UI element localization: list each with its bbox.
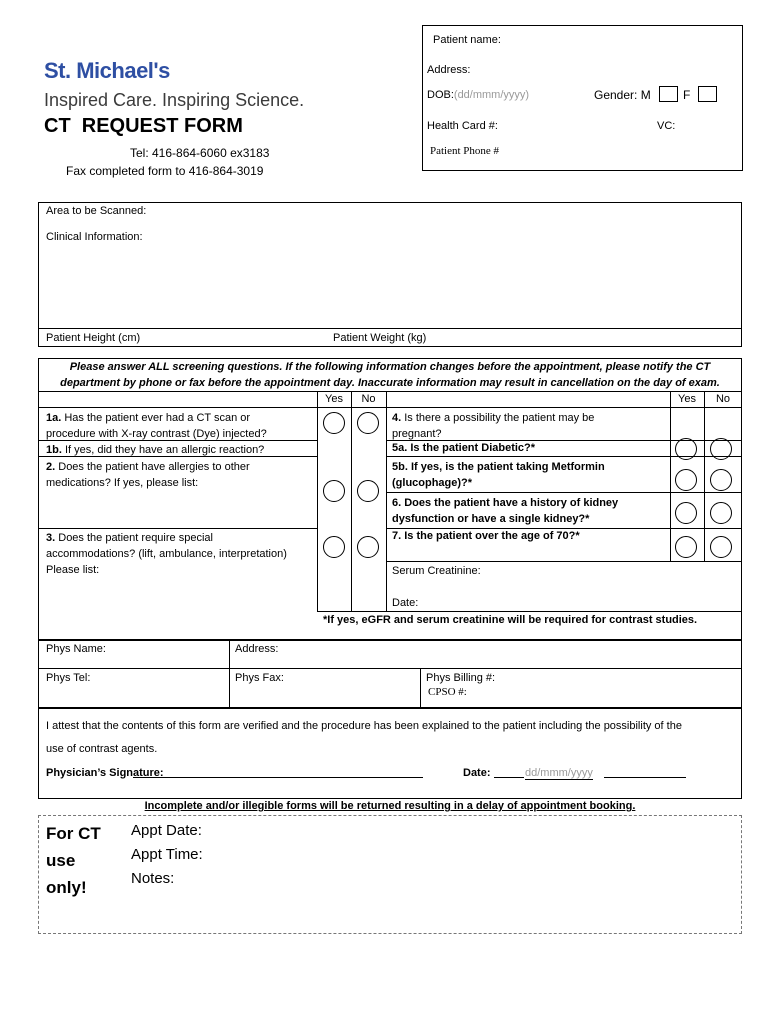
attest-text-1: I attest that the contents of this form are verified and the procedure has been explained to the patient including the possibility of the [46,720,682,732]
ct-use-3: only! [46,878,87,897]
address-label: Address: [427,64,471,76]
serum-creatinine-label: Serum Creatinine: [392,565,481,577]
q1a-text-2: procedure with X-ray contrast (Dye) injected? [46,428,267,440]
phys-address-field[interactable] [285,641,735,657]
ct-use-only-label [46,820,101,901]
sign-date-input[interactable]: dd/mmm/yyyy [525,767,593,779]
q7-yes-radio[interactable] [675,536,697,558]
q6 [392,495,618,527]
dob-input[interactable]: (dd/mmm/yyyy) [453,89,530,101]
attest-text-2: use of contrast agents. [46,743,158,755]
q6-text-1: 6. Does the patient have a history of kidney [392,497,619,509]
gender-f-label: F [683,88,691,102]
patient-phone-field[interactable] [515,143,735,159]
fax-text: Fax completed form to 416-864-3019 [66,164,264,178]
q5b-text-1: 5b. If yes, is the patient taking Metformin [392,461,605,473]
health-card-field[interactable] [505,118,645,134]
signature-line[interactable] [133,767,423,778]
q6-text-2: dysfunction or have a single kidney?* [392,513,590,525]
appt-time-field[interactable] [215,844,735,864]
logo: St. Michael's [44,58,170,83]
ct-use-1: For CT [46,824,101,843]
patient-name-field[interactable] [505,32,735,48]
sign-date-label: Date: [463,767,491,779]
health-card-label: Health Card #: [427,120,498,132]
area-scanned-field[interactable] [155,204,735,220]
phys-billing-label: Phys Billing #: [426,672,496,684]
q3-num: 3. [46,532,56,544]
q3-list-field[interactable] [46,578,311,608]
phys-fax-label: Phys Fax: [235,672,284,684]
q3-text-2: accommodations? (lift, ambulance, interpretation) [46,548,287,560]
phys-tel-label: Phys Tel: [46,672,91,684]
q1a-num: 1a. [46,412,62,424]
q5a-text: 5a. Is the patient Diabetic?* [392,442,536,454]
right-no-header: No [715,393,731,405]
clinical-info-label: Clinical Information: [46,231,143,243]
left-no-header: No [361,393,376,405]
q6-no-radio[interactable] [710,502,732,524]
incomplete-warning: Incomplete and/or illegible forms will be returned resulting in a delay of appointment booking. [144,800,636,812]
height-label: Patient Height (cm) [46,332,141,344]
phys-billing-field[interactable] [505,670,735,684]
q5b-text-2: (glucophage)?* [392,477,473,489]
phys-name-field[interactable] [110,641,225,657]
q2-text-2: medications? If yes, please list: [46,477,199,489]
q6-yes-radio[interactable] [675,502,697,524]
q3 [46,530,287,578]
q1a-no-radio[interactable] [357,412,379,434]
appt-date-field[interactable] [215,820,735,840]
q4-num: 4. [392,412,402,424]
q3-yes-radio[interactable] [323,536,345,558]
left-yes-header: Yes [325,393,343,405]
q1b-text: If yes, did they have an allergic reaction? [61,444,265,456]
q5a-yes-radio[interactable] [675,438,697,460]
sign-date-line-right [604,767,686,778]
q4-text-2: pregnant? [392,428,442,440]
sign-date-line-left [494,767,524,778]
q3-text-1: Does the patient require special [55,532,213,544]
creatinine-date-field[interactable] [425,595,725,611]
q4-text-1: Is there a possibility the patient may be [401,412,595,424]
q1a-yes-radio[interactable] [323,412,345,434]
tagline: Inspired Care. Inspiring Science. [44,90,305,110]
q3-no-radio[interactable] [357,536,379,558]
signature-label: Physician’s Signature: [46,767,164,779]
appt-date-label: Appt Date: [131,822,202,839]
phys-tel-field[interactable] [100,670,225,686]
patient-name-label: Patient name: [433,34,501,46]
q2 [46,459,250,491]
vc-label: VC: [657,120,676,132]
q2-num: 2. [46,461,56,473]
phys-name-label: Phys Name: [46,643,106,655]
area-scanned-label: Area to be Scanned: [46,205,147,217]
egfr-note: *If yes, eGFR and serum creatinine will be required for contrast studies. [323,614,698,626]
cpso-label: CPSO #: [428,686,467,698]
dob-row [427,89,529,101]
q7-text: 7. Is the patient over the age of 70?* [392,530,580,542]
ct-use-2: use [46,851,76,870]
screening-instructions-1: Please answer ALL screening questions. If the following information changes before the appointment, please notify the CT [69,361,711,373]
q1b-num: 1b. [46,444,62,456]
q2-yes-radio[interactable] [323,480,345,502]
notes-label: Notes: [131,870,175,887]
q5a-no-radio[interactable] [710,438,732,460]
address-field[interactable] [475,62,735,78]
phys-address-label: Address: [235,643,279,655]
q2-no-radio[interactable] [357,480,379,502]
phys-fax-field[interactable] [285,670,415,686]
clinical-info-field[interactable] [46,248,736,324]
q5b-yes-radio[interactable] [675,469,697,491]
dob-label: DOB: [427,89,454,101]
gender-f-checkbox[interactable] [698,86,717,102]
gender-m-checkbox[interactable] [659,86,678,102]
q4 [392,410,594,442]
q2-text-1: Does the patient have allergies to other [55,461,250,473]
patient-phone-label: Patient Phone # [430,145,500,157]
serum-creatinine-field[interactable] [490,563,735,579]
appt-time-label: Appt Time: [131,846,203,863]
creatinine-date-label: Date: [392,597,419,609]
cpso-field[interactable] [475,685,735,699]
screening-instructions-2: department by phone or fax before the appointment day. Inaccurate information may result in cancellation on the day of exam. [60,377,720,389]
q5b [392,459,605,491]
gender-label: Gender: M [594,88,651,102]
q5b-no-radio[interactable] [710,469,732,491]
form-title: CT REQUEST FORM [44,115,243,137]
q1a-text-1: Has the patient ever had a CT scan or [61,412,251,424]
notes-field[interactable] [185,868,735,928]
q7-no-radio[interactable] [710,536,732,558]
q3-text-3: Please list: [46,564,100,576]
weight-label: Patient Weight (kg) [333,332,427,344]
right-yes-header: Yes [678,393,696,405]
tel-text: Tel: 416-864-6060 ex3183 [130,146,270,160]
q1a [46,410,267,442]
